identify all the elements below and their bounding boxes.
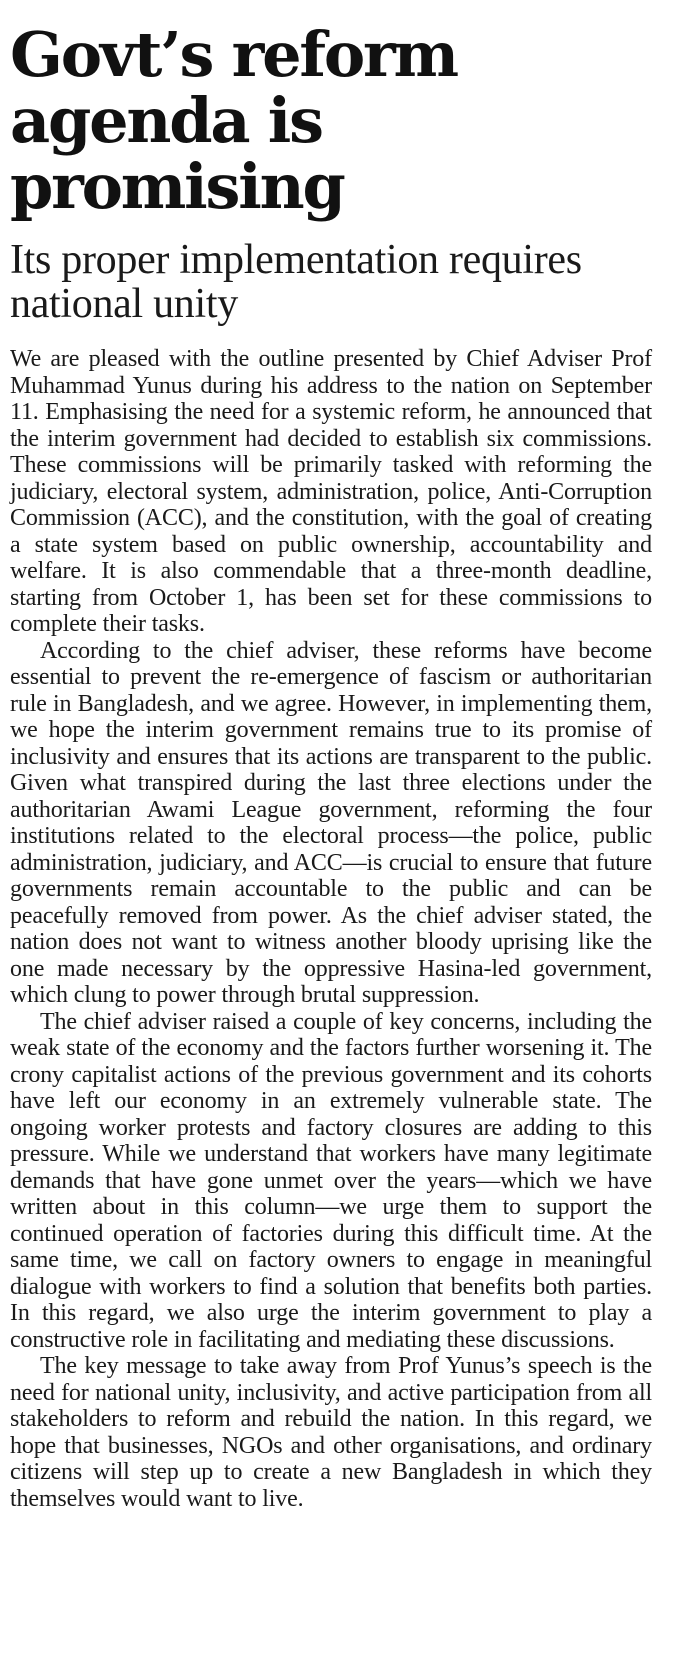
body-paragraph-2: According to the chief adviser, these reforms have become essential to prevent the re-emergence of fascism or authoritarian rule in Bangladesh, and we agree. However, in implementing them, we hope the interim government remains true to its promise of inclusivity and ensures that its actions are transparent to the public. Given what transpired during the last three elections under the authoritarian Awami League government, reforming the four institutions related to the electoral process—the police, public administration, judiciary, and ACC—is crucial to ensure that future governments remain accountable to the public and can be peacefully removed from power. As the chief adviser stated, the nation does not want to witness another bloody uprising like the one made necessary by the oppressive Hasina-led government, which clung to power through brutal suppression. bbox=[10, 637, 652, 1008]
headline: Govt’s reform agenda is promising bbox=[10, 18, 457, 223]
body-paragraph-4: The key message to take away from Prof Yunus’s speech is the need for national unity, inclusivity, and active participation from all stakeholders to reform and rebuild the nation. In this regard, we hope that businesses, NGOs and other organisations, and ordinary citizens will step up to create a new Bangladesh in which they themselves would want to live. bbox=[10, 1353, 652, 1512]
body-paragraph-3: The chief adviser raised a couple of key concerns, including the weak state of the economy and the factors further worsening it. The crony capitalist actions of the previous government and its cohorts have left our economy in an extremely vulnerable state. The ongoing worker protests and factory closures are adding to this pressure. While we understand that workers have many legitimate demands that have gone unmet over the years—which we have written about in this column—we urge them to support the continued operation of factories during this difficult time. At the same time, we call on factory owners to engage in meaningful dialogue with workers to find a solution that benefits both parties. In this regard, we also urge the interim government to play a constructive role in facilitating and mediating these discussions. bbox=[10, 1008, 652, 1353]
subheadline: Its proper implementation requires national unity bbox=[10, 237, 582, 327]
article-body bbox=[10, 346, 652, 1512]
body-paragraph-1: We are pleased with the outline presented by Chief Adviser Prof Muhammad Yunus during his address to the nation on September 11. Emphasising the need for a systemic reform, he announced that the interim government had decided to establish six commissions. These commissions will be primarily tasked with reforming the judiciary, electoral system, administration, police, Anti-Corruption Commission (ACC), and the constitution, with the goal of creating a state system based on public ownership, accountability and welfare. It is also commendable that a three-month deadline, starting from October 1, has been set for these commissions to complete their tasks. bbox=[10, 346, 652, 637]
editorial-article bbox=[10, 0, 652, 1512]
